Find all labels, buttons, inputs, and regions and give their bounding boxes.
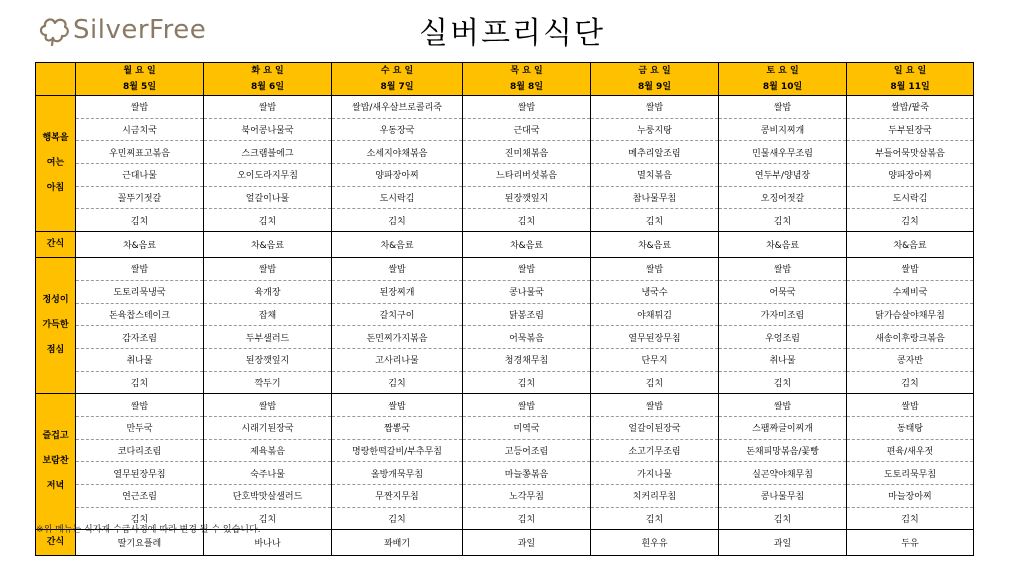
dinner-row <box>36 485 974 508</box>
menu-item: 얼갈이된장국 <box>591 416 719 439</box>
menu-item: 돈채피망볶음/꽃빵 <box>719 439 847 462</box>
menu-item: 소세지야채볶음 <box>332 141 463 164</box>
breakfast-row <box>36 209 974 232</box>
menu-item: 쌀밥 <box>204 96 332 119</box>
menu-item: 청경채무침 <box>463 348 591 371</box>
menu-item: 김치 <box>463 507 591 530</box>
dinner-row <box>36 462 974 485</box>
snack-item: 과일 <box>719 530 847 556</box>
menu-item: 김치 <box>332 209 463 232</box>
menu-item: 김치 <box>463 371 591 394</box>
menu-item: 김치 <box>719 209 847 232</box>
menu-item: 김치 <box>591 209 719 232</box>
menu-item: 갈치구이 <box>332 303 463 326</box>
menu-item: 멸치볶음 <box>591 164 719 187</box>
menu-item: 마늘쫑볶음 <box>463 462 591 485</box>
menu-item: 김치 <box>847 209 974 232</box>
menu-item: 우엉조림 <box>719 326 847 349</box>
lunch-row <box>36 371 974 394</box>
menu-item: 돈민찌가지볶음 <box>332 326 463 349</box>
table-header <box>36 63 974 96</box>
menu-item: 가지나물 <box>591 462 719 485</box>
lunch-row <box>36 280 974 303</box>
menu-item: 김치 <box>332 371 463 394</box>
menu-item: 도토리묵무침 <box>847 462 974 485</box>
breakfast-row <box>36 186 974 209</box>
menu-item: 김치 <box>204 507 332 530</box>
menu-item: 명랑한떡갈비/부추무침 <box>332 439 463 462</box>
snack-item: 과일 <box>463 530 591 556</box>
menu-item: 단호박맛살샐러드 <box>204 485 332 508</box>
menu-item: 쌀밥 <box>847 394 974 417</box>
dinner-row <box>36 416 974 439</box>
menu-item: 두부된장국 <box>847 118 974 141</box>
menu-item: 수제비국 <box>847 280 974 303</box>
menu-item: 도토리묵냉국 <box>76 280 204 303</box>
snack-item: 차&음료 <box>204 232 332 258</box>
menu-item: 양파장아찌 <box>847 164 974 187</box>
menu-item: 새송이후랑크볶음 <box>847 326 974 349</box>
menu-item: 치커리무침 <box>591 485 719 508</box>
menu-item: 올방개묵무침 <box>332 462 463 485</box>
menu-item: 김치 <box>332 507 463 530</box>
menu-item: 도시락김 <box>332 186 463 209</box>
menu-item: 쌀밥 <box>463 96 591 119</box>
menu-item: 진미채볶음 <box>463 141 591 164</box>
lunch-row <box>36 326 974 349</box>
menu-item: 민물새우무조림 <box>719 141 847 164</box>
menu-item: 김치 <box>591 507 719 530</box>
menu-item: 열무된장무침 <box>76 462 204 485</box>
date-cell: 8월 11일 <box>847 79 974 96</box>
menu-item: 근대나물 <box>76 164 204 187</box>
menu-item: 어묵볶음 <box>463 326 591 349</box>
menu-item: 취나물 <box>76 348 204 371</box>
menu-item: 코다리조림 <box>76 439 204 462</box>
menu-item: 누룽지탕 <box>591 118 719 141</box>
menu-item: 오이도라지무침 <box>204 164 332 187</box>
menu-item: 쌀밥 <box>204 394 332 417</box>
snack-item: 흰우유 <box>591 530 719 556</box>
menu-item: 김치 <box>204 209 332 232</box>
snack-item: 차&음료 <box>76 232 204 258</box>
menu-item: 우민찌표고볶음 <box>76 141 204 164</box>
meal-plan-table <box>35 62 974 556</box>
menu-item: 감자조림 <box>76 326 204 349</box>
weekday-cell: 금 요 일 <box>591 63 719 80</box>
menu-item: 잡채 <box>204 303 332 326</box>
menu-item: 쌀밥 <box>591 258 719 281</box>
menu-item: 연두부/양념장 <box>719 164 847 187</box>
menu-item: 소고기무조림 <box>591 439 719 462</box>
menu-item: 냉국수 <box>591 280 719 303</box>
menu-item: 쌀밥 <box>76 394 204 417</box>
menu-item: 김치 <box>76 507 204 530</box>
snack-row <box>36 232 974 258</box>
menu-item: 얼갈이나물 <box>204 186 332 209</box>
menu-item: 김치 <box>847 507 974 530</box>
menu-item: 참나물무침 <box>591 186 719 209</box>
snack-item: 바나나 <box>204 530 332 556</box>
menu-item: 숙주나물 <box>204 462 332 485</box>
menu-item: 시래기된장국 <box>204 416 332 439</box>
snack-label: 간식 <box>36 530 76 556</box>
date-cell: 8월 7일 <box>332 79 463 96</box>
menu-item: 짬뽕국 <box>332 416 463 439</box>
menu-item: 실곤약야채무침 <box>719 462 847 485</box>
header-corner <box>36 63 76 96</box>
menu-item: 쌀밥/팥죽 <box>847 96 974 119</box>
menu-item: 김치 <box>847 371 974 394</box>
menu-item: 열무된장무침 <box>591 326 719 349</box>
menu-item: 가자미조림 <box>719 303 847 326</box>
date-cell: 8월 5일 <box>76 79 204 96</box>
menu-item: 북어콩나물국 <box>204 118 332 141</box>
menu-item: 오징어젓갈 <box>719 186 847 209</box>
menu-item: 쌀밥 <box>332 394 463 417</box>
menu-item: 메추리알조림 <box>591 141 719 164</box>
weekday-cell: 토 요 일 <box>719 63 847 80</box>
menu-item: 동태탕 <box>847 416 974 439</box>
menu-item: 쌀밥 <box>76 96 204 119</box>
breakfast-label <box>36 96 76 232</box>
weekday-cell: 일 요 일 <box>847 63 974 80</box>
snack-item: 두유 <box>847 530 974 556</box>
dinner-label <box>36 394 76 530</box>
menu-item: 콩나물무침 <box>719 485 847 508</box>
dinner-row <box>36 439 974 462</box>
breakfast-label-line: 여는 <box>46 158 65 169</box>
menu-item: 연근조림 <box>76 485 204 508</box>
snack-item: 차&음료 <box>332 232 463 258</box>
menu-item: 쌀밥 <box>719 394 847 417</box>
snack-item: 꽈배기 <box>332 530 463 556</box>
weekday-cell: 목 요 일 <box>463 63 591 80</box>
menu-item: 콩비지찌개 <box>719 118 847 141</box>
logo-text: SilverFree <box>73 15 207 45</box>
lunch-label-line: 정성이 <box>42 295 69 306</box>
date-cell: 8월 6일 <box>204 79 332 96</box>
menu-item: 근대국 <box>463 118 591 141</box>
menu-item: 쌀밥/새우살브로콜리죽 <box>332 96 463 119</box>
menu-item: 미역국 <box>463 416 591 439</box>
date-cell: 8월 10일 <box>719 79 847 96</box>
breakfast-label-line: 행복을 <box>42 133 69 144</box>
menu-item: 고등어조림 <box>463 439 591 462</box>
menu-item: 김치 <box>463 209 591 232</box>
menu-item: 콩자반 <box>847 348 974 371</box>
weekday-cell: 화 요 일 <box>204 63 332 80</box>
menu-item: 쌀밥 <box>847 258 974 281</box>
menu-item: 된장깻잎지 <box>204 348 332 371</box>
menu-item: 편육/새우젓 <box>847 439 974 462</box>
menu-item: 육개장 <box>204 280 332 303</box>
menu-item: 쌀밥 <box>591 394 719 417</box>
menu-item: 꼴뚜기젓갈 <box>76 186 204 209</box>
snack-item: 차&음료 <box>591 232 719 258</box>
menu-item: 깍두기 <box>204 371 332 394</box>
menu-item: 시금치국 <box>76 118 204 141</box>
menu-item: 어묵국 <box>719 280 847 303</box>
table-body <box>36 96 974 556</box>
menu-item: 쌀밥 <box>591 96 719 119</box>
snack-label: 간식 <box>36 232 76 258</box>
menu-item: 양파장아찌 <box>332 164 463 187</box>
lunch-row <box>36 258 974 281</box>
menu-item: 마늘장아찌 <box>847 485 974 508</box>
breakfast-row <box>36 141 974 164</box>
menu-item: 된장깻잎지 <box>463 186 591 209</box>
date-cell: 8월 8일 <box>463 79 591 96</box>
menu-item: 쌀밥 <box>719 258 847 281</box>
snack-item: 차&음료 <box>847 232 974 258</box>
menu-item: 닭가슴살야채무침 <box>847 303 974 326</box>
menu-item: 쌀밥 <box>332 258 463 281</box>
menu-item: 취나물 <box>719 348 847 371</box>
menu-item: 된장찌개 <box>332 280 463 303</box>
menu-item: 김치 <box>76 209 204 232</box>
date-cell: 8월 9일 <box>591 79 719 96</box>
menu-item: 제육볶음 <box>204 439 332 462</box>
menu-item: 만두국 <box>76 416 204 439</box>
menu-item: 스팸짜글이찌개 <box>719 416 847 439</box>
dinner-row <box>36 394 974 417</box>
menu-item: 닭봉조림 <box>463 303 591 326</box>
menu-item: 쌀밥 <box>204 258 332 281</box>
footer-note: ※위 메뉴는 식자재 수급사정에 따라 변경 될 수 있습니다. <box>36 525 261 535</box>
menu-item: 느타리버섯볶음 <box>463 164 591 187</box>
breakfast-row <box>36 96 974 119</box>
dinner-label-line: 저녁 <box>46 481 65 492</box>
page-title: 실버프리식단 <box>419 16 605 51</box>
breakfast-row <box>36 118 974 141</box>
weekday-row <box>36 63 974 80</box>
breakfast-label-line: 아침 <box>46 183 65 194</box>
menu-item: 노각무침 <box>463 485 591 508</box>
menu-item: 쌀밥 <box>76 258 204 281</box>
menu-item: 쌀밥 <box>463 258 591 281</box>
dinner-label-line: 보람찬 <box>42 456 69 467</box>
menu-item: 스크램블에그 <box>204 141 332 164</box>
snack-item: 차&음료 <box>719 232 847 258</box>
lunch-row <box>36 348 974 371</box>
menu-item: 쌀밥 <box>463 394 591 417</box>
lunch-label <box>36 258 76 394</box>
snack-item: 차&음료 <box>463 232 591 258</box>
menu-item: 두부샐러드 <box>204 326 332 349</box>
menu-item: 우동장국 <box>332 118 463 141</box>
breakfast-row <box>36 164 974 187</box>
menu-item: 단무지 <box>591 348 719 371</box>
menu-item: 무짠지무침 <box>332 485 463 508</box>
menu-item: 콩나물국 <box>463 280 591 303</box>
menu-item: 부들어묵맛살볶음 <box>847 141 974 164</box>
menu-item: 도시락김 <box>847 186 974 209</box>
lunch-label-line: 점심 <box>46 345 65 356</box>
menu-item: 쌀밥 <box>719 96 847 119</box>
menu-item: 김치 <box>719 371 847 394</box>
lunch-row <box>36 303 974 326</box>
menu-item: 김치 <box>719 507 847 530</box>
date-row <box>36 79 974 96</box>
weekday-cell: 수 요 일 <box>332 63 463 80</box>
snack-item: 딸기요플레 <box>76 530 204 556</box>
weekday-cell: 월 요 일 <box>76 63 204 80</box>
menu-item: 고사리나물 <box>332 348 463 371</box>
menu-item: 김치 <box>591 371 719 394</box>
menu-item: 돈육찹스테이크 <box>76 303 204 326</box>
menu-item: 야채튀김 <box>591 303 719 326</box>
lunch-label-line: 가득한 <box>42 320 69 331</box>
menu-item: 김치 <box>76 371 204 394</box>
dinner-label-line: 즐겁고 <box>42 431 69 442</box>
